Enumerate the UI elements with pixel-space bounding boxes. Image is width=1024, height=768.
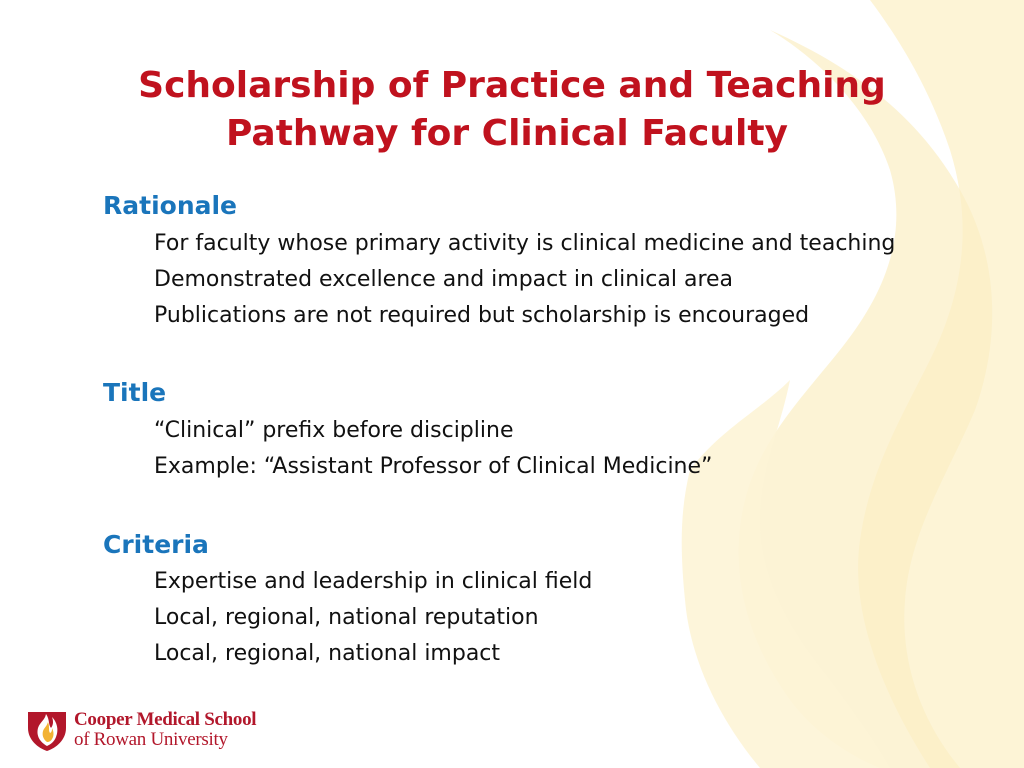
title-item: “Clinical” prefix before discipline xyxy=(154,418,514,443)
cooper-logo xyxy=(26,708,256,752)
slide-title xyxy=(0,62,1024,158)
rationale-item: For faculty whose primary activity is clinical medicine and teaching xyxy=(154,231,896,256)
title-item: Example: “Assistant Professor of Clinical Medicine” xyxy=(154,454,713,479)
section-heading-rationale: Rationale xyxy=(103,191,238,220)
section-heading-criteria: Criteria xyxy=(103,530,209,559)
criteria-item: Local, regional, national impact xyxy=(154,641,501,666)
rationale-item: Publications are not required but scholarship is encouraged xyxy=(154,303,810,328)
section-heading-title: Title xyxy=(103,378,167,407)
logo-line-2: of Rowan University xyxy=(74,729,228,750)
logo-wordmark xyxy=(74,710,256,750)
logo-line-1: Cooper Medical School xyxy=(74,709,257,730)
flame-shield-icon xyxy=(26,708,68,752)
slide-title-line-2: Pathway for Clinical Faculty xyxy=(225,113,788,154)
criteria-item: Expertise and leadership in clinical field xyxy=(154,569,593,594)
slide-title-line-1: Scholarship of Practice and Teaching xyxy=(138,65,886,106)
rationale-item: Demonstrated excellence and impact in clinical area xyxy=(154,267,734,292)
criteria-item: Local, regional, national reputation xyxy=(154,605,539,630)
